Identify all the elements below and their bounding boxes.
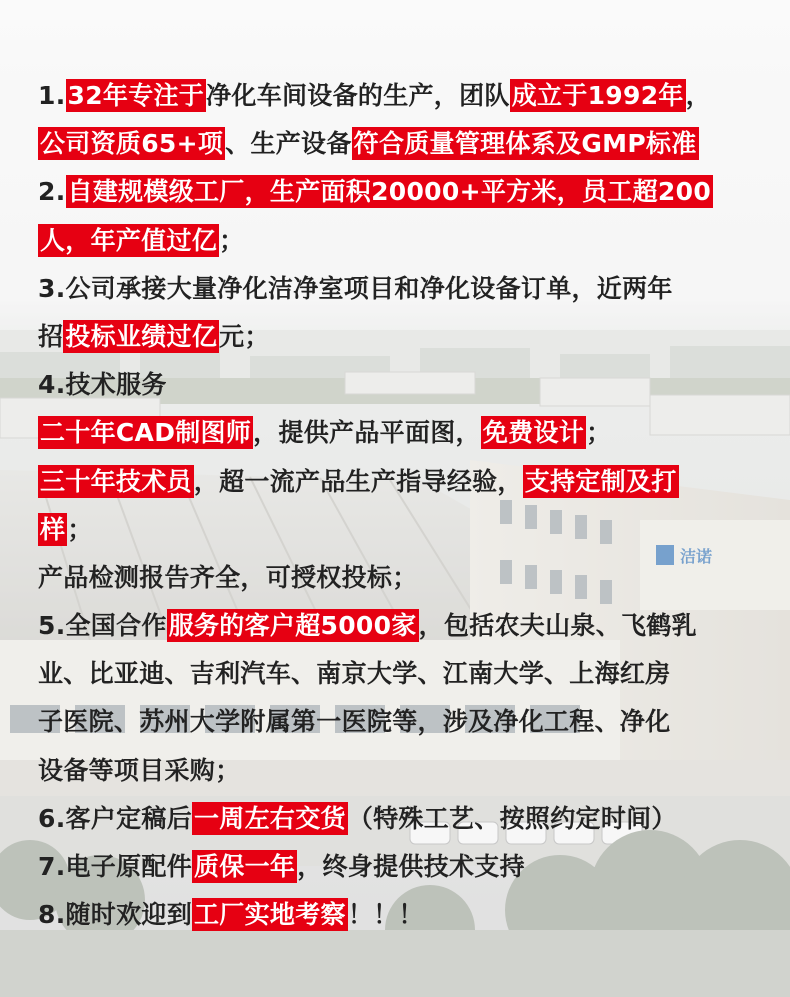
- feature-line: [38, 120, 760, 168]
- feature-line: [38, 265, 760, 313]
- body-text: 、生产设备: [225, 129, 352, 159]
- feature-line: [38, 361, 760, 409]
- body-text: 4.技术服务: [38, 370, 167, 400]
- body-text: 5.全国合作: [38, 611, 167, 641]
- feature-line: [38, 168, 760, 216]
- feature-line: [38, 554, 760, 602]
- feature-line: [38, 891, 760, 939]
- feature-line: [38, 458, 760, 506]
- highlighted-text: 样: [40, 514, 66, 544]
- body-text: 7.电子原配件: [38, 852, 192, 881]
- body-text: （特殊工艺、按照约定时间）: [347, 803, 677, 833]
- building-sign: 洁诺: [680, 547, 713, 566]
- feature-line: [38, 747, 760, 795]
- highlighted-text: 支持定制及打: [524, 466, 677, 496]
- body-text: ；: [67, 514, 93, 544]
- feature-line: [38, 313, 760, 361]
- highlighted-text: 二十年CAD制图师: [40, 418, 252, 448]
- body-text: ，终身提供技术支持: [297, 852, 525, 881]
- body-text: ，提供产品平面图，: [253, 418, 481, 448]
- feature-line: [38, 217, 760, 265]
- feature-line: [38, 409, 760, 457]
- body-text: ，超一流产品生产指导经验，: [193, 466, 523, 496]
- feature-list: [38, 72, 760, 939]
- feature-line: [38, 650, 760, 698]
- body-text: 元；: [219, 321, 270, 351]
- highlighted-text: 公司资质65+项: [40, 129, 224, 159]
- body-text: 2.: [38, 177, 66, 207]
- highlighted-text: 符合质量管理体系及GMP标准: [353, 129, 697, 159]
- feature-line: [38, 843, 760, 891]
- highlighted-text: 一周左右交货: [194, 803, 346, 833]
- body-text: 子医院、苏州大学附属第一医院等，涉及净化工程、净化: [38, 707, 671, 737]
- body-text: 1.: [38, 81, 66, 110]
- body-text: ！！！: [347, 900, 424, 930]
- body-text: 8.随时欢迎到: [38, 900, 192, 930]
- body-text: 产品检测报告齐全，可授权投标；: [38, 562, 418, 592]
- body-text: 3.公司承接大量净化洁净室项目和净化设备订单，近两年: [38, 273, 673, 303]
- body-text: 设备等项目采购；: [38, 755, 241, 785]
- body-text: ；: [586, 418, 612, 448]
- highlighted-text: 32年专注于: [67, 81, 205, 110]
- highlighted-text: 工厂实地考察: [194, 900, 346, 930]
- feature-line: [38, 506, 760, 554]
- body-text: 6.客户定稿后: [38, 803, 192, 833]
- highlighted-text: 质保一年: [194, 852, 296, 881]
- feature-line: [38, 698, 760, 746]
- highlighted-text: 投标业绩过亿: [65, 321, 218, 351]
- highlighted-text: 人，年产值过亿: [40, 225, 218, 255]
- highlighted-text: 免费设计: [482, 418, 585, 448]
- highlighted-text: 三十年技术员: [40, 466, 192, 496]
- body-text: 业、比亚迪、吉利汽车、南京大学、江南大学、上海红房: [38, 659, 671, 689]
- body-text: ；: [219, 225, 245, 255]
- highlighted-text: 成立于1992年: [511, 81, 684, 110]
- feature-line: [38, 795, 760, 843]
- highlighted-text: 自建规模级工厂，生产面积20000+平方米，员工超200: [67, 177, 712, 207]
- body-text: ，包括农夫山泉、飞鹤乳: [418, 611, 697, 641]
- feature-line: [38, 602, 760, 650]
- body-text: 净化车间设备的生产，团队: [206, 81, 510, 110]
- feature-line: [38, 72, 760, 120]
- body-text: 招: [38, 321, 64, 351]
- highlighted-text: 服务的客户超5000家: [168, 611, 417, 641]
- body-text: ，: [685, 81, 711, 110]
